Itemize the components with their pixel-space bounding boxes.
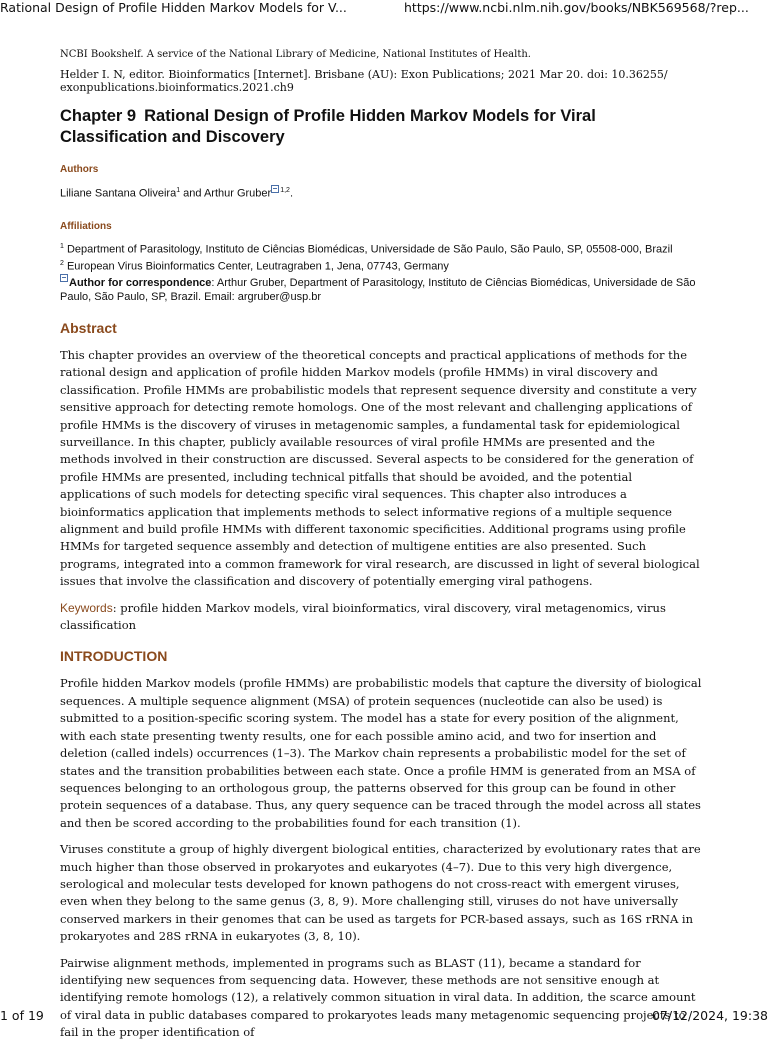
affiliation-number: 1 [60, 242, 64, 250]
affiliation-list [60, 240, 702, 305]
print-header [0, 0, 768, 20]
print-page-number: 1 of 19 [0, 1008, 44, 1023]
correspondence-icon[interactable] [271, 185, 279, 193]
correspondence-label: Author for correspondence [69, 276, 212, 289]
body-paragraph: Profile hidden Markov models (profile HMMs) are probabilistic models that capture the diversity of biological sequences. A multiple sequence alignment (MSA) of protein sequences (nucleotide can also be used) is submitted to a position-specific scoring system. The model has a state for every position of the alignment, with each state presenting twenty results, one for each possible amino acid, and two for insertion and deletion (called indels) occurrences (1–3). The Markov chain represents a probabilistic model for the set of states and the transition probabilities between each state. Once a profile HMM is generated from an MSA of sequences belonging to an orthologous group, the patterns observed for this group can be found in other protein sequences of a database. Thus, any query sequence can be traced through the model across all states and then be scored according to the probabilities found for each transition (1). [60, 676, 702, 830]
chapter-title-text: Rational Design of Profile Hidden Markov Models for Viral Classification and Discovery [60, 107, 596, 146]
affiliation-item [60, 257, 702, 274]
print-page-title: Rational Design of Profile Hidden Markov Models for V... [0, 0, 347, 15]
affiliation-item [60, 240, 702, 257]
keywords [60, 600, 702, 635]
chapter-label: Chapter 9 [60, 107, 137, 125]
print-footer [0, 1008, 768, 1024]
affiliations-heading: Affiliations [60, 220, 112, 232]
author-name[interactable]: Arthur Gruber [203, 187, 272, 200]
author-name[interactable]: Liliane Santana Oliveira [60, 187, 177, 200]
correspondence-text: : Arthur Gruber, Department of Parasitology, Instituto de Ciências Biomédicas, Universidade de São Paulo, São Paulo, SP, Brazil. Email: argruber@usp.br [60, 276, 696, 304]
keywords-text: : profile hidden Markov models, viral bioinformatics, viral discovery, viral metagenomics, virus classification [60, 600, 666, 633]
author-list-end: . [289, 187, 293, 200]
body-paragraph: Pairwise alignment methods, implemented in programs such as BLAST (11), became a standard for identifying new sequences from sequencing data. However, these methods are not sensitive enough at identifying remote homologs (12), a relatively common situation in viral data. In addition, the scarce amount of viral data in public databases compared to prokaryotes leads many metagenomic sequencing projects to fail in the proper identification of [60, 955, 696, 1040]
author-list [60, 183, 702, 202]
introduction-heading: INTRODUCTION [60, 648, 168, 665]
document-body [60, 48, 702, 1051]
authors-heading: Authors [60, 164, 99, 175]
citation: Helder I. N, editor. Bioinformatics [Internet]. Brisbane (AU): Exon Publications; 2021 Mar 20. doi: 10.36255/ exonpublications.bioinformatics.2021.ch9 [60, 68, 668, 94]
affiliation-ref: 1 [176, 187, 181, 194]
affiliation-ref: 1,2 [280, 187, 290, 194]
affiliation-text: European Virus Bioinformatics Center, Leutragraben 1, Jena, 07743, Germany [63, 260, 449, 273]
affiliation-text: Department of Parasitology, Instituto de Ciências Biomédicas, Universidade de São Paulo, São Paulo, SP, 05508-000, Brazil [63, 243, 673, 256]
print-page-url: https://www.ncbi.nlm.nih.gov/books/NBK569568/?rep... [404, 0, 749, 15]
body-paragraph: Viruses constitute a group of highly divergent biological entities, characterized by evolutionary rates that are much higher than those observed in prokaryotes and eukaryotes (4–7). Due to this very high divergence, serological and molecular tests developed for known pathogens do not cross-react with emergent viruses, even when they belong to the same genus (3, 8, 9). More challenging still, viruses do not have universally conserved markers in their genomes that can be used as targets for PCR-based assays, such as 16S rRNA in prokaryotes and 28S rRNA in eukaryotes (3, 8, 10). [60, 842, 701, 944]
abstract-heading: Abstract [60, 319, 117, 336]
keywords-label: Keywords [60, 600, 113, 615]
correspondence-icon [60, 274, 68, 282]
affiliation-number: 2 [60, 259, 64, 267]
print-datetime: 07/12/2024, 19:38 [651, 1008, 768, 1023]
abstract-text: This chapter provides an overview of the theoretical concepts and practical applications of methods for the rational design and application of profile hidden Markov models (profile HMMs) in viral discovery and classification. Profile HMMs are probabilistic models that represent sequence diversity and constitute a very sensitive approach for detecting remote homologs. One of the most relevant and challenging applications of profile HMMs is the discovery of viruses in metagenomic samples, a fundamental task for epidemiological surveillance. In this chapter, publicly available resources of viral profile HMMs are presented and the methods involved in their construction are discussed. Several aspects to be considered for the generation of profile HMMs are presented, including technical pitfalls that should be avoided, and the potential applications of such models for detecting specific viral sequences. This chapter also introduces a bioinformatics application that implements methods to select informative regions of a multiple sequence alignment and build profile HMMs with different taxonomic specificities. Additional programs using profile HMMs for targeted sequence assembly and detection of multigene entities are also presented. Such programs, integrated into a common framework for viral research, are discussed in light of several biological issues that involve the classification and discovery of potentially emerging viral pathogens. [60, 347, 700, 589]
chapter-title [60, 106, 702, 148]
author-connector: and [180, 187, 204, 200]
correspondence-item [60, 274, 702, 305]
ncbi-service-line: NCBI Bookshelf. A service of the National Library of Medicine, National Institutes of Health. [60, 49, 531, 60]
